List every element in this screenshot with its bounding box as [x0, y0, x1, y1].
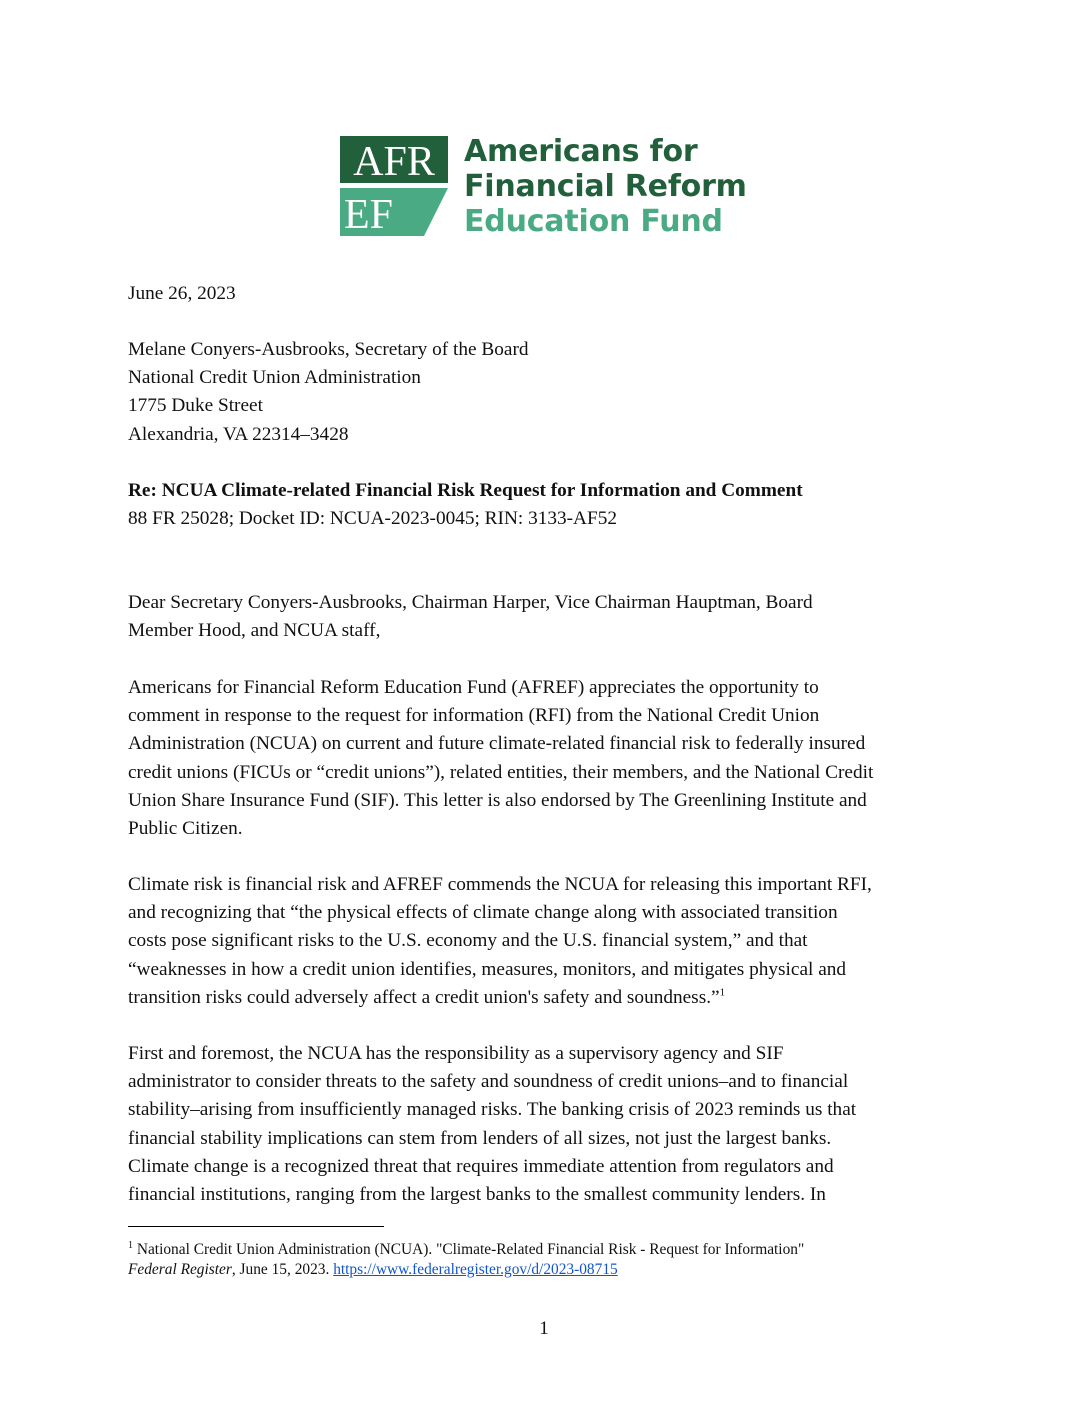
date-text: June 26, 2023 [128, 283, 236, 304]
paragraph-line: stability–arising from insufficiently managed risks. The banking crisis of 2023 reminds us that [128, 1099, 857, 1121]
footnote-line-2 [128, 1260, 988, 1280]
logo-line-1: Americans for [464, 134, 698, 169]
address-line-1: Melane Conyers-Ausbrooks, Secretary of the Board [128, 339, 529, 360]
paragraph-line: comment in response to the request for information (RFI) from the National Credit Union [128, 705, 820, 727]
paragraph-line-with-footnote [128, 984, 968, 1012]
paragraph-line: administrator to consider threats to the safety and soundness of credit unions–and to financial [128, 1071, 849, 1093]
paragraph-line: Climate change is a recognized threat that requires immediate attention from regulators and [128, 1155, 834, 1177]
paragraph-line: Administration (NCUA) on current and future climate-related financial risk to federally insured [128, 733, 866, 755]
paragraph-line: “weaknesses in how a credit union identifies, measures, monitors, and mitigates physical and [128, 958, 847, 980]
subject-reference: 88 FR 25028; Docket ID: NCUA-2023-0045; RIN: 3133-AF52 [128, 508, 617, 530]
paragraph-line: Public Citizen. [128, 818, 243, 840]
address-line-3: 1775 Duke Street [128, 395, 263, 417]
logo-line-2: Financial Reform [464, 169, 747, 204]
paragraph-line: financial stability implications can stem from lenders of all sizes, not just the largest banks. [128, 1127, 832, 1149]
salutation-line-1: Dear Secretary Conyers-Ausbrooks, Chairman Harper, Vice Chairman Hauptman, Board [128, 592, 813, 613]
paragraph-3 [128, 1040, 968, 1209]
recipient-address [128, 336, 968, 449]
logo-mark-bottom-text: EF [344, 192, 394, 236]
logo-mark-top-text: AFR [353, 139, 435, 185]
address-line-2: National Credit Union Administration [128, 367, 421, 389]
paragraph-1 [128, 674, 968, 843]
subject-title: Re: NCUA Climate-related Financial Risk Request for Information and Comment [128, 480, 803, 501]
paragraph-line: and recognizing that “the physical effects of climate change along with associated transition [128, 902, 838, 924]
paragraph-line: Climate risk is financial risk and AFREF commends the NCUA for releasing this important RFI, [128, 874, 872, 895]
logo-line-3: Education Fund [464, 204, 723, 239]
address-line-4: Alexandria, VA 22314–3428 [128, 423, 349, 445]
footnote-date: , June 15, 2023. [231, 1261, 334, 1278]
paragraph-line: First and foremost, the NCUA has the responsibility as a supervisory agency and SIF [128, 1043, 784, 1064]
footnote-number: 1 [128, 1239, 133, 1251]
footnote-line-1 [128, 1240, 988, 1260]
paragraph-line: costs pose significant risks to the U.S. economy and the U.S. financial system,” and that [128, 930, 808, 952]
footnote-reference[interactable]: 1 [719, 986, 726, 999]
letter-date [128, 280, 968, 308]
salutation [128, 589, 968, 645]
paragraph-line: credit unions (FICUs or “credit unions”), related entities, their members, and the National Credit [128, 761, 874, 783]
logo-wordmark [464, 134, 747, 239]
afref-logo [340, 136, 760, 240]
paragraph-line: Union Share Insurance Fund (SIF). This letter is also endorsed by The Greenlining Institute and [128, 789, 867, 811]
subject-block [128, 477, 968, 533]
paragraph-2 [128, 871, 968, 1012]
paragraph-line: Americans for Financial Reform Education Fund (AFREF) appreciates the opportunity to [128, 677, 819, 698]
footnote-divider [128, 1226, 384, 1227]
footnote [128, 1240, 988, 1280]
footnote-journal: Federal Register [128, 1261, 232, 1278]
afref-logo-mark [340, 136, 450, 236]
footnote-link[interactable]: https://www.federalregister.gov/d/2023-08715 [333, 1261, 618, 1278]
salutation-line-2: Member Hood, and NCUA staff, [128, 620, 381, 642]
footnote-text: National Credit Union Administration (NCUA). "Climate-Related Financial Risk - Request for Information" [133, 1241, 805, 1258]
paragraph-line: financial institutions, ranging from the largest banks to the smallest community lenders. In [128, 1184, 826, 1206]
page-number: 1 [539, 1318, 549, 1339]
paragraph-line: transition risks could adversely affect a credit union's safety and soundness.” [128, 986, 720, 1008]
